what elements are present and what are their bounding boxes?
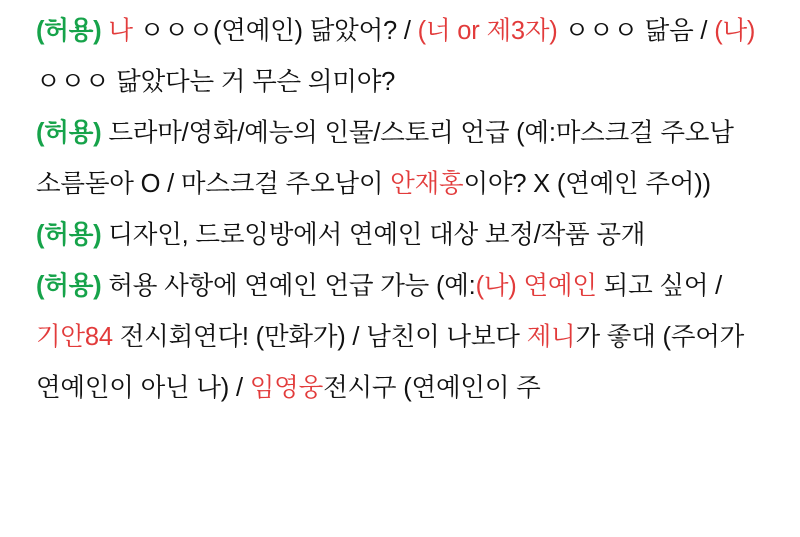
- highlight-text: 기안84: [36, 323, 113, 351]
- allow-tag: (허용): [36, 221, 102, 249]
- highlight-text: (너 or 제3자): [417, 17, 558, 45]
- rule-text: 디자인, 드로잉방에서 연예인 대상 보정/작품 공개: [101, 221, 646, 249]
- rule-text: ㅇㅇㅇ 닮았다는 거 무슨 의미야?: [36, 17, 763, 96]
- highlight-text: (나): [714, 17, 756, 45]
- rule-text: ㅇㅇㅇ(연예인) 닮았어? /: [132, 17, 418, 45]
- rule-paragraph: [36, 261, 778, 414]
- rule-paragraph: [36, 108, 778, 210]
- rule-text: 드라마/영화/예능의 인물/스토리 언급 (예:마스크걸 주오남 소름돋아 O / 마스크걸 주오남이: [36, 119, 741, 198]
- rule-text: 허용 사항에 연예인 언급 가능 (예:: [101, 272, 476, 300]
- rule-text: 전시구 (연예인이 주: [323, 374, 541, 402]
- rule-text: ㅇㅇㅇ 닮음 /: [557, 17, 715, 45]
- rule-paragraph: [36, 210, 778, 261]
- rule-text: 이야? X (연예인 주어)): [463, 170, 711, 198]
- highlight-text: 안재홍: [390, 170, 464, 198]
- allow-tag: (허용): [36, 119, 102, 147]
- allow-tag: (허용): [36, 272, 102, 300]
- highlight-text: 제니: [526, 323, 576, 351]
- rule-text: 전시회연다! (만화가) / 남친이 나보다: [112, 323, 527, 351]
- rule-text: 가 좋대 (주어가 연예인이 아닌 나) /: [36, 323, 752, 402]
- rule-text: 되고 싶어 /: [596, 272, 729, 300]
- highlight-text: (나) 연예인: [475, 272, 597, 300]
- rule-paragraph: [36, 6, 778, 108]
- highlight-text: 임영웅: [249, 374, 324, 402]
- allow-tag: (허용): [36, 17, 102, 45]
- highlight-text: 나: [108, 17, 133, 45]
